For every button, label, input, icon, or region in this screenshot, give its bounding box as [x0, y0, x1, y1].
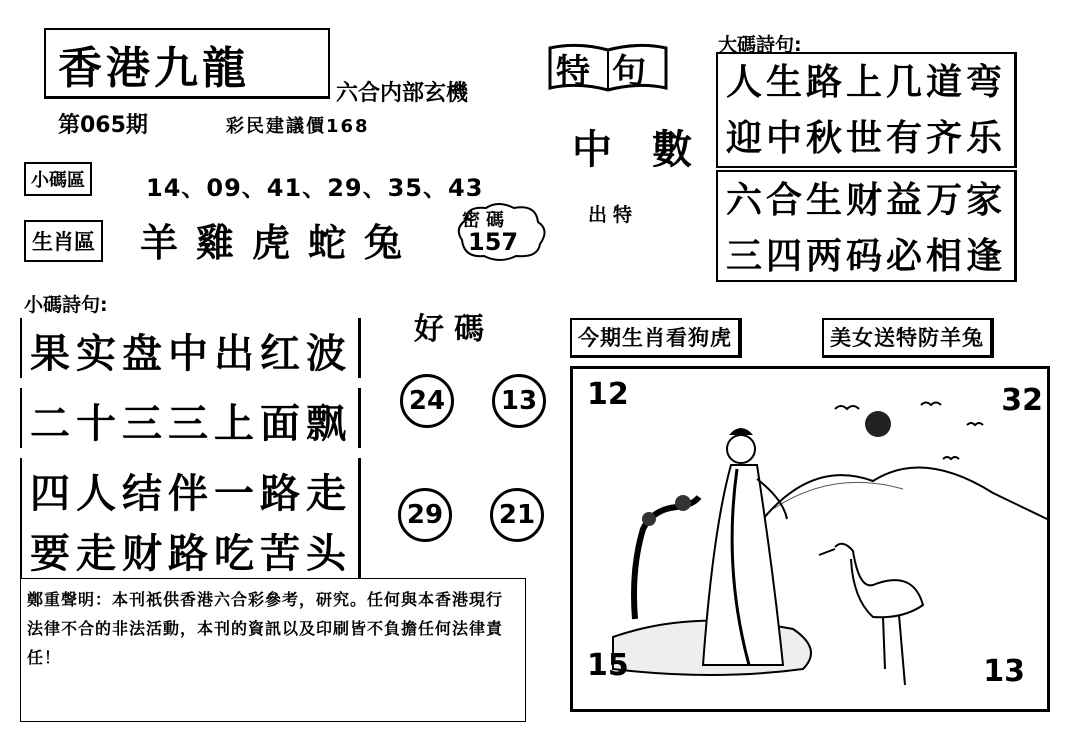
big-poem-line: 三四两码必相逢 [726, 235, 1007, 277]
page-title: 香港九龍 [58, 43, 250, 94]
small-poem-row [20, 518, 361, 578]
special-phrase-note: 出特 [588, 204, 639, 226]
special-phrase-header [544, 40, 672, 96]
hill-shape [763, 468, 1047, 519]
good-numbers-heading: 好碼 [414, 312, 494, 347]
picture-number-top-right: 32 [1001, 383, 1043, 418]
small-code-numbers: 14、09、41、29、35、43 [146, 174, 484, 202]
bird-icon [967, 423, 983, 425]
small-code-label: 小碼區 [24, 162, 92, 196]
bird-icon [921, 403, 941, 406]
title-box [44, 28, 330, 99]
small-poem-line: 要走财路吃苦头 [30, 530, 352, 577]
secret-code-value: 157 [468, 228, 519, 256]
special-phrase-header-text: 特句 [556, 52, 668, 92]
good-number-ball: 13 [492, 374, 546, 428]
small-poem-row [20, 318, 361, 378]
special-phrase: 中數 [572, 126, 732, 173]
moon-icon [865, 411, 891, 437]
good-number-ball: 21 [490, 488, 544, 542]
good-number-ball: 24 [400, 374, 454, 428]
big-poem-line: 人生路上几道弯 [726, 61, 1007, 103]
big-poem-heading: 大碼詩句: [718, 34, 802, 56]
small-poem-row [20, 388, 361, 448]
secret-code-label: 密碼 [462, 210, 510, 231]
zodiac-animals: 羊雞虎蛇兔 [140, 220, 421, 265]
issue-number: 第065期 [58, 113, 148, 138]
secret-code-stamp [452, 200, 550, 264]
big-poem-box-2 [716, 170, 1017, 282]
big-poem-line: 迎中秋世有齐乐 [726, 117, 1007, 159]
page-subtitle: 六合内部玄機 [336, 81, 469, 106]
small-poem-line: 四人结伴一路走 [30, 470, 352, 517]
picture-number-bottom-right: 13 [983, 654, 1025, 689]
big-poem-box-1 [716, 52, 1017, 168]
small-poem-line: 果实盘中出红波 [30, 330, 352, 377]
picture-number-top-left: 12 [587, 377, 629, 412]
price-note: 彩民建議價168 [226, 116, 370, 137]
zodiac-tip-banner: 今期生肖看狗虎 [570, 318, 742, 358]
woman-figure [727, 435, 755, 463]
beauty-tip-banner: 美女送特防羊兔 [822, 318, 994, 358]
good-number-ball: 29 [398, 488, 452, 542]
small-poem-heading: 小碼詩句: [24, 294, 108, 316]
crane-icon [835, 544, 923, 617]
small-poem-line: 二十三三上面飘 [30, 400, 352, 447]
disclaimer: 鄭重聲明：本刊祇供香港六合彩參考，研究。任何與本香港現行法律不合的非法活動，本刊的資訊以及印刷皆不負擔任何法律責任！ [20, 578, 526, 722]
zodiac-label: 生肖區 [24, 220, 103, 262]
bird-icon [835, 406, 859, 409]
bird-icon [943, 457, 959, 459]
picture-number-bottom-left: 15 [587, 648, 629, 683]
illustration-box [570, 366, 1050, 712]
big-poem-line: 六合生财益万家 [726, 179, 1007, 221]
small-poem-row [20, 458, 361, 518]
beauty-crane-illustration [573, 369, 1047, 709]
